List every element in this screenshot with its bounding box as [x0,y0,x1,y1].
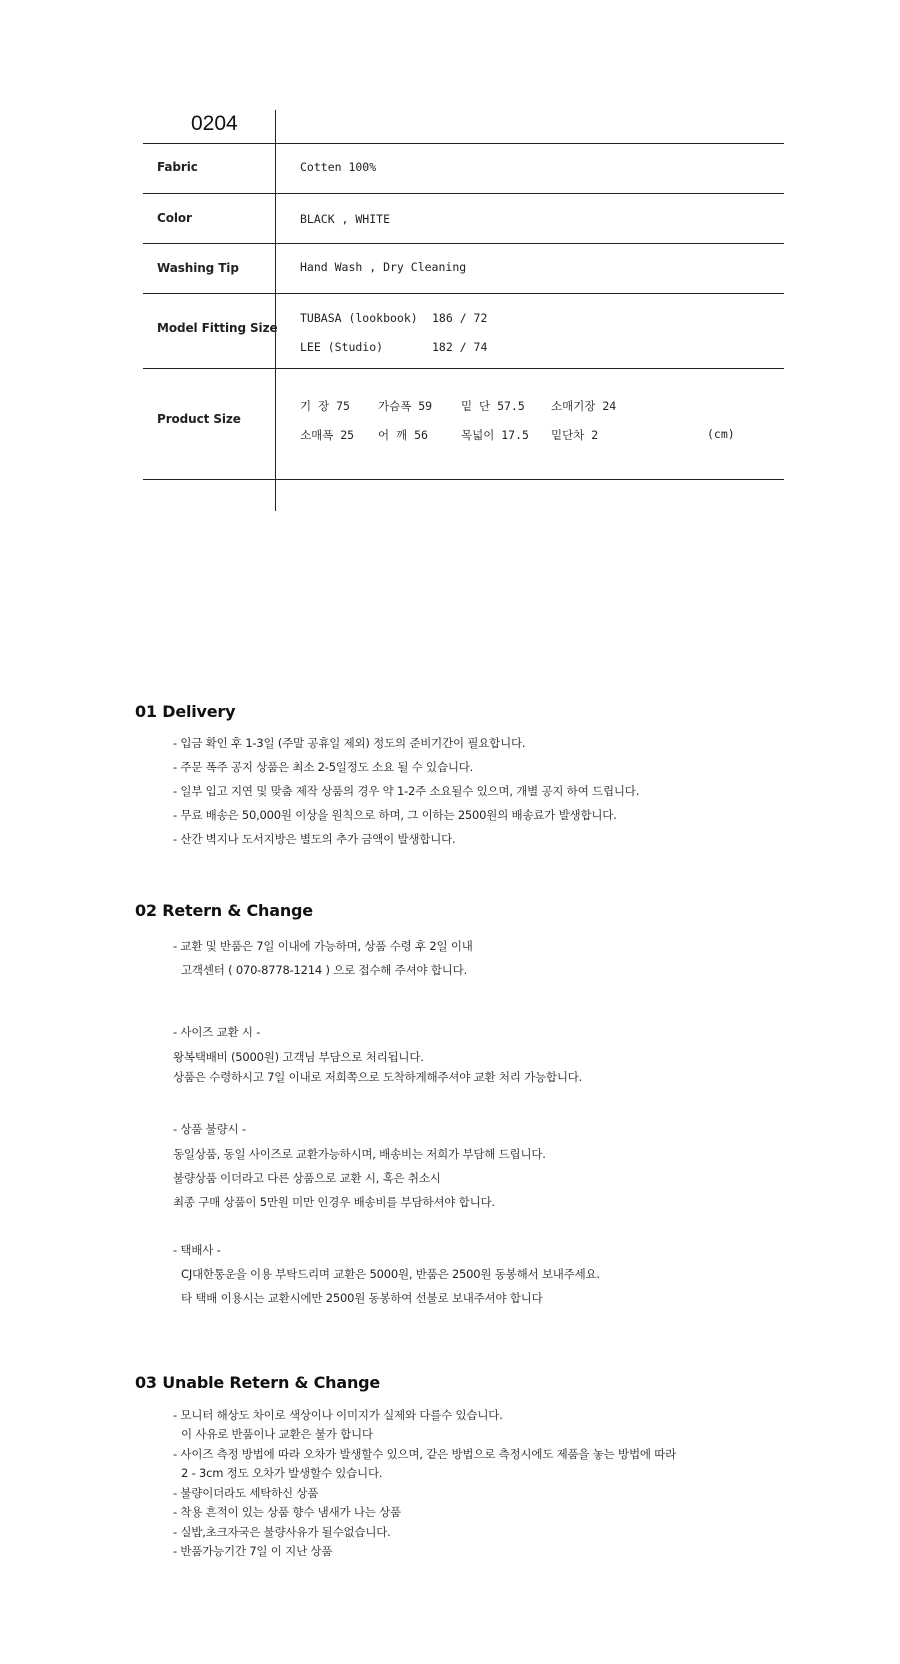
subsection-heading: - 사이즈 교환 시 - [173,1025,261,1039]
washing-tip-label: Washing Tip [157,261,239,275]
return-line: 상품은 수령하시고 7일 이내로 저희쪽으로 도착하게해주셔야 교환 처리 가능합니다. [173,1070,583,1084]
unable-line: - 반품가능기간 7일 이 지난 상품 [173,1544,333,1558]
return-line: 왕복택배비 (5000원) 고객님 부담으로 처리됩니다. [173,1050,424,1064]
model-name: LEE (Studio) [300,340,384,354]
delivery-line: - 산간 벽지나 도서지방은 별도의 추가 금액이 발생합니다. [173,832,456,846]
delivery-line: - 입금 확인 후 1-3일 (주말 공휴일 제외) 정도의 준비기간이 필요합니다. [173,736,526,750]
subsection-heading: - 상품 불량시 - [173,1122,246,1136]
table-row-divider [143,143,784,144]
washing-tip-value: Hand Wash , Dry Cleaning [300,260,467,274]
unable-line: 이 사유로 반품이나 교환은 불가 합니다 [181,1427,373,1441]
section-title: 01 Delivery [135,702,236,721]
return-line: 고객센터 ( 070-8778-1214 ) 으로 접수해 주셔야 합니다. [181,963,468,977]
color-label: Color [157,211,192,225]
model-fitting-label: Model Fitting Size [157,321,278,335]
unable-line: - 착용 흔적이 있는 상품 향수 냄새가 나는 상품 [173,1505,401,1519]
table-column-divider [275,110,276,511]
size-unit: (cm) [707,427,735,441]
section-title: 03 Unable Retern & Change [135,1373,381,1392]
return-line: - 교환 및 반품은 7일 이내에 가능하며, 상품 수령 후 2일 이내 [173,939,473,953]
product-code: 0204 [191,112,238,135]
model-size: 182 / 74 [432,340,488,354]
fabric-value: Cotten 100% [300,160,377,174]
size-measure: 밑 단 57.5 [461,399,525,413]
size-measure: 어 깨 56 [378,428,428,442]
size-measure: 소매기장 24 [551,399,617,413]
product-size-label: Product Size [157,412,241,426]
table-row-divider [143,479,784,480]
return-line: 불량상품 이더라고 다른 상품으로 교환 시, 혹은 취소시 [173,1171,441,1185]
unable-line: - 모니터 해상도 차이로 색상이나 이미지가 실제와 다를수 있습니다. [173,1408,503,1422]
return-line: CJ대한통운을 이용 부탁드리며 교환은 5000원, 반품은 2500원 동봉해서 보내주세요. [181,1267,600,1281]
return-line: 타 택배 이용시는 교환시에만 2500원 동봉하여 선불로 보내주셔야 합니다 [181,1291,543,1305]
table-row-divider [143,243,784,244]
unable-line: - 불량이더라도 세탁하신 상품 [173,1486,319,1500]
model-name: TUBASA (lookbook) [300,311,418,325]
model-size: 186 / 72 [432,311,488,325]
subsection-heading: - 택배사 - [173,1243,221,1257]
size-measure: 목넓이 17.5 [461,428,529,442]
size-measure: 소매폭 25 [300,428,355,442]
delivery-line: - 주문 폭주 공지 상품은 최소 2-5일정도 소요 될 수 있습니다. [173,760,474,774]
unable-line: 2 - 3cm 정도 오차가 발생할수 있습니다. [181,1466,383,1480]
delivery-line: - 일부 입고 지연 및 맞춤 제작 상품의 경우 약 1-2주 소요될수 있으며, 개별 공지 하여 드립니다. [173,784,640,798]
size-measure: 기 장 75 [300,399,350,413]
size-measure: 밑단차 2 [551,428,599,442]
unable-line: - 사이즈 측정 방법에 따라 오차가 발생할수 있으며, 같은 방법으로 측정시에도 제품을 놓는 방법에 따라 [173,1447,677,1461]
size-measure: 가슴폭 59 [378,399,433,413]
section-title: 02 Retern & Change [135,901,313,920]
unable-line: - 실밥,초크자국은 불량사유가 될수없습니다. [173,1525,391,1539]
color-value: BLACK , WHITE [300,212,391,226]
return-line: 동일상품, 동일 사이즈로 교환가능하시며, 배송비는 저희가 부담해 드립니다. [173,1147,546,1161]
table-row-divider [143,293,784,294]
table-row-divider [143,193,784,194]
fabric-label: Fabric [157,160,198,174]
delivery-line: - 무료 배송은 50,000원 이상을 원칙으로 하며, 그 이하는 2500원의 배송료가 발생합니다. [173,808,617,822]
table-row-divider [143,368,784,369]
return-line: 최종 구매 상품이 5만원 미만 인경우 배송비를 부담하셔야 합니다. [173,1195,495,1209]
